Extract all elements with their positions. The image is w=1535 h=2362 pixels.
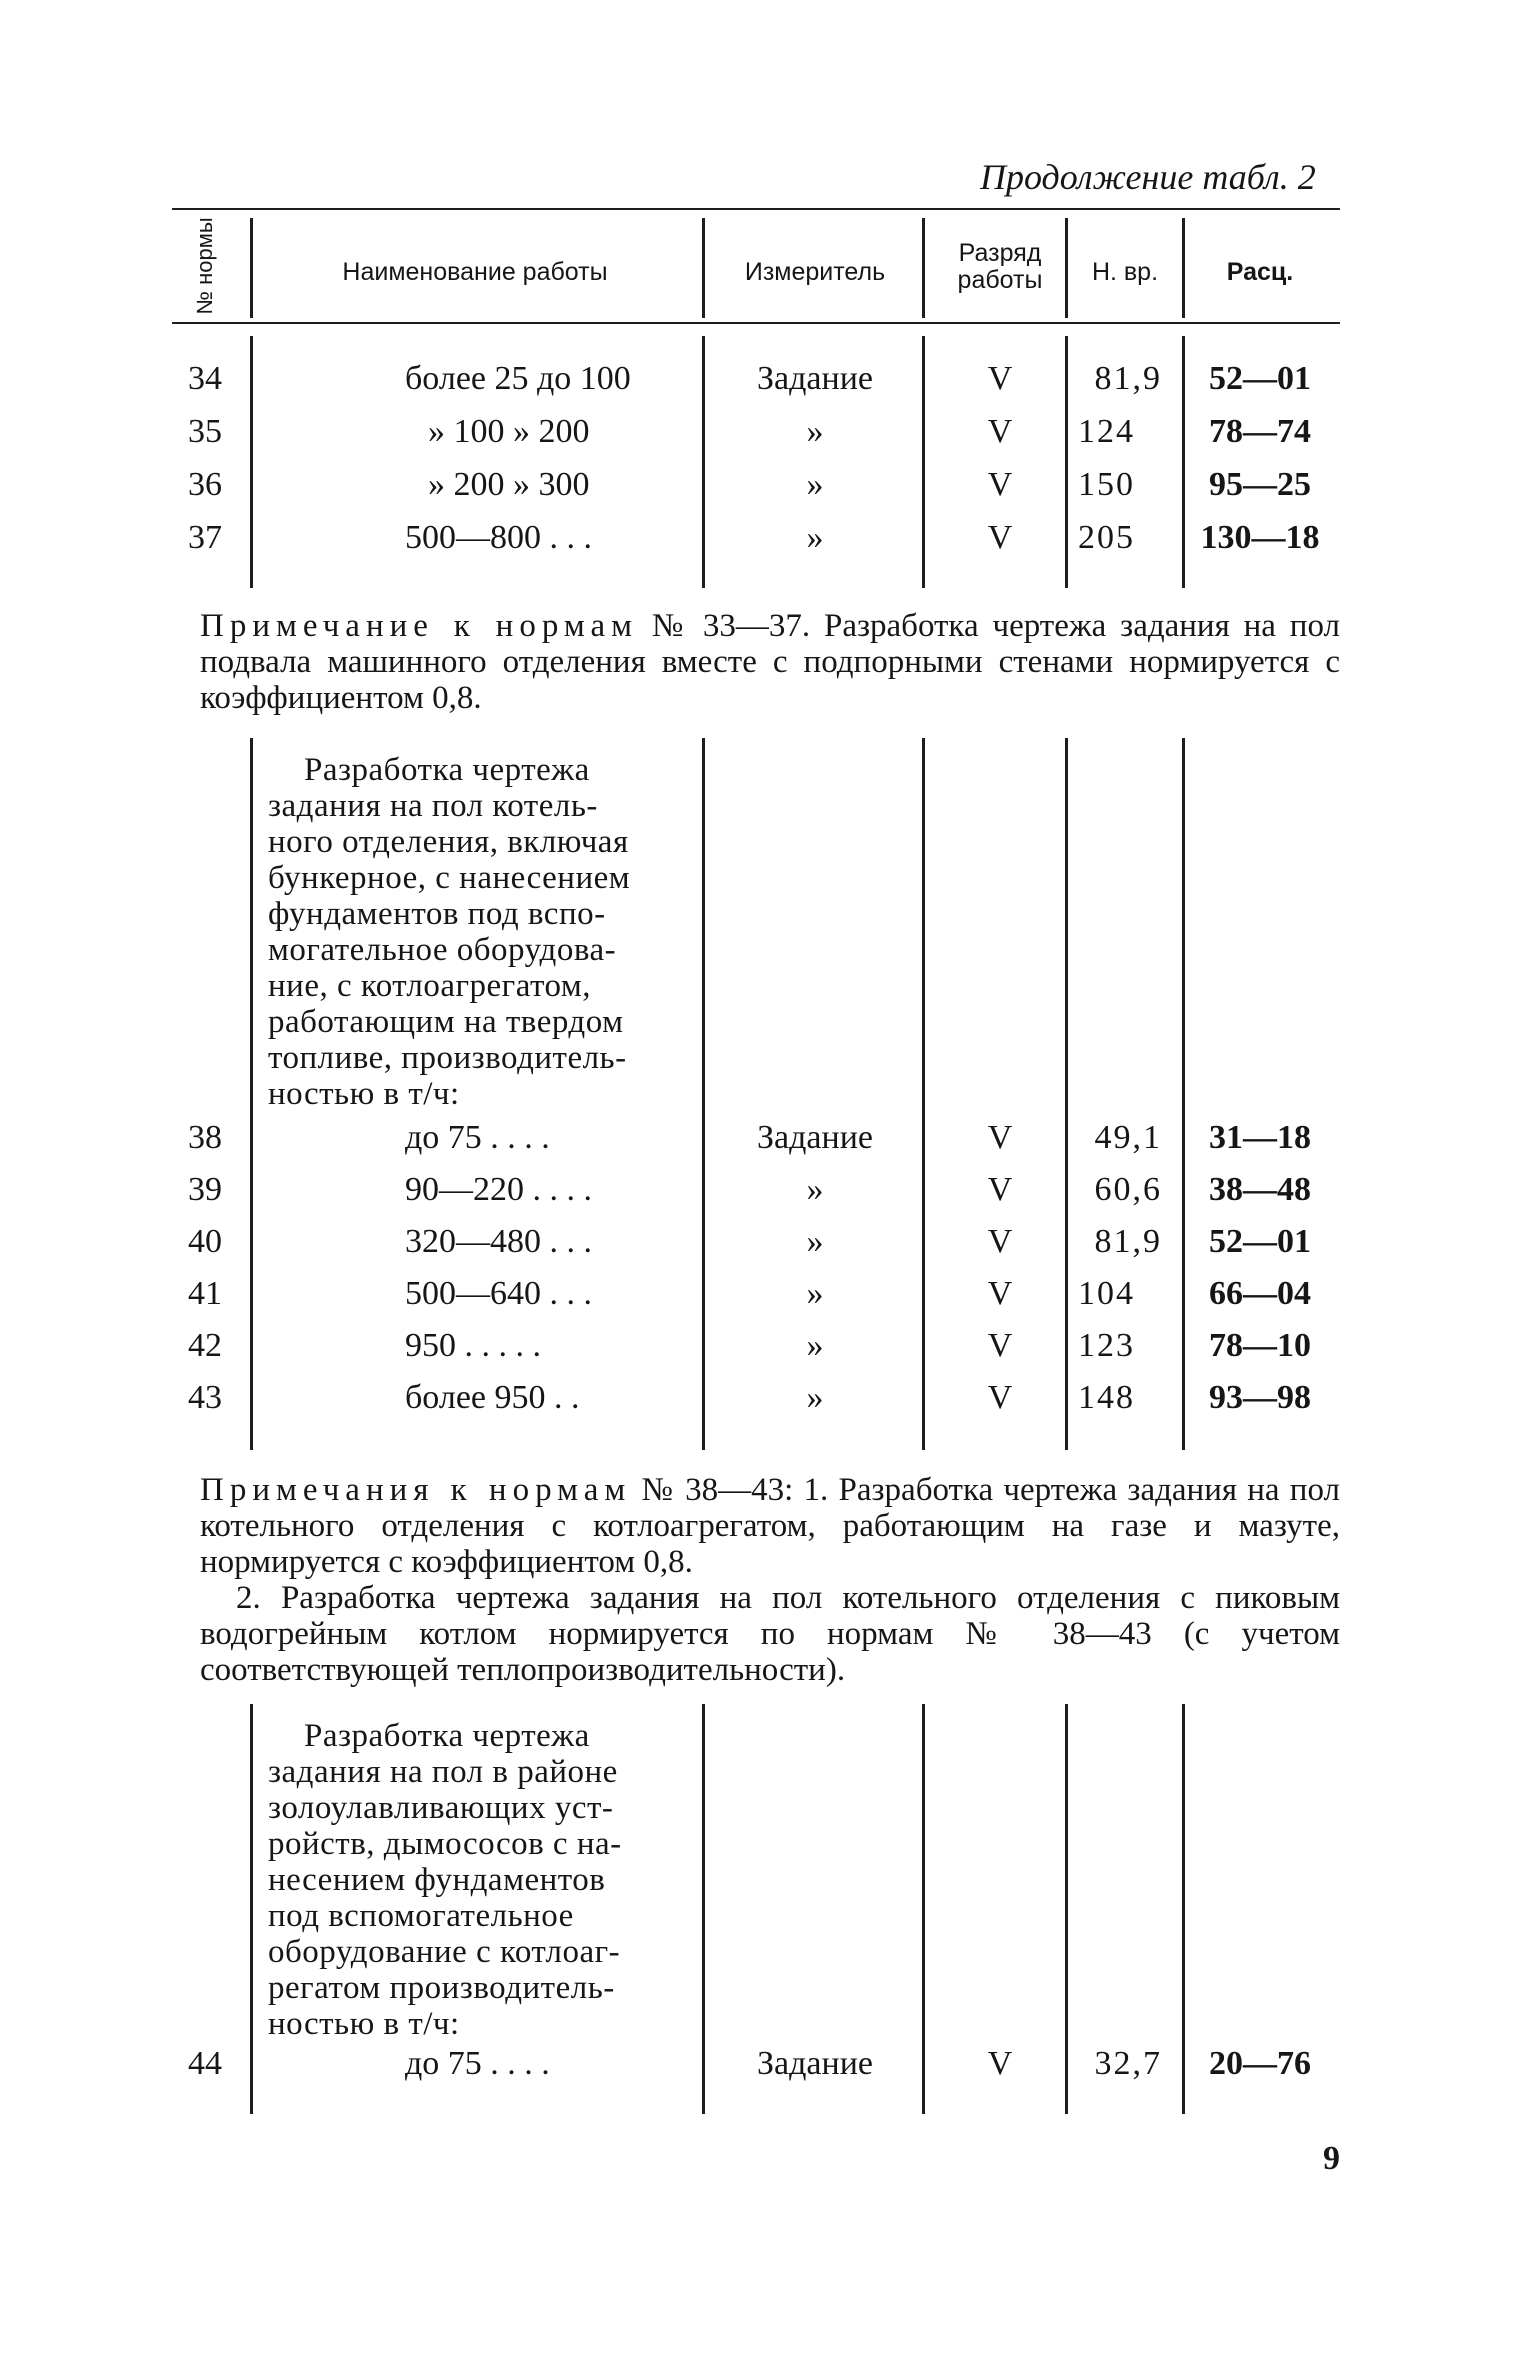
norm-number: 41 — [188, 1275, 222, 1312]
note-lead: Примечание к нормам — [200, 608, 639, 644]
description-line: задания на пол в районе — [268, 1754, 618, 1790]
description-line: могательное оборудова- — [268, 932, 617, 968]
measure: » — [806, 519, 824, 556]
time-norm: 60,6 — [1094, 1171, 1162, 1208]
description-line: регатом производитель- — [268, 1970, 615, 2006]
norm-number: 42 — [188, 1327, 222, 1364]
time-norm: 81,9 — [1094, 360, 1162, 397]
header-measure: Измеритель — [744, 258, 886, 286]
rate: 66—04 — [1209, 1275, 1311, 1312]
norm-number: 35 — [188, 413, 222, 450]
work-name: 500—800 . . . — [405, 519, 592, 556]
measure: » — [806, 413, 824, 450]
table-row — [0, 1324, 1535, 1368]
rank: V — [987, 1379, 1013, 1416]
measure: Задание — [757, 360, 873, 397]
header-rank-line2: работы — [957, 266, 1043, 294]
norm-number: 40 — [188, 1223, 222, 1260]
table-row — [0, 1168, 1535, 1212]
time-norm: 104 — [1078, 1275, 1135, 1312]
header-sep-3 — [922, 218, 925, 318]
rank: V — [987, 1171, 1013, 1208]
note-norms-33-37 — [200, 608, 1340, 716]
work-name: до 75 . . . . — [405, 1119, 550, 1156]
description-line: ние, с котлоагрегатом, — [268, 968, 592, 1004]
description-line: топливе, производитель- — [268, 1040, 627, 1076]
norm-number: 38 — [188, 1119, 222, 1156]
work-name: более 950 . . — [405, 1379, 580, 1416]
norm-number: 36 — [188, 466, 222, 503]
time-norm: 49,1 — [1094, 1119, 1162, 1156]
description-line: золоулавливающих уст- — [268, 1790, 614, 1826]
measure: » — [806, 1379, 824, 1416]
work-description-boiler-floor — [268, 752, 688, 1112]
rank: V — [987, 360, 1013, 397]
time-norm: 81,9 — [1094, 1223, 1162, 1260]
description-line: работающим на твердом — [268, 1004, 624, 1040]
norm-number: 39 — [188, 1171, 222, 1208]
description-line: несением фундаментов — [268, 1862, 606, 1898]
measure: » — [806, 1171, 824, 1208]
note-text: 2. Разработка чертежа задания на пол котельного отделения с пиковым водогрейным котлом нормируется по нормам № 38—43 (с учетом соответствующей теплопроизводительности). — [200, 1580, 1340, 1688]
table-row — [0, 357, 1535, 401]
rate: 52—01 — [1209, 360, 1311, 397]
header-sep-4 — [1065, 218, 1068, 318]
work-name: до 75 . . . . — [405, 2045, 550, 2082]
measure: » — [806, 1327, 824, 1364]
rank: V — [987, 413, 1013, 450]
description-line: Разработка чертежа — [304, 752, 590, 788]
rate: 78—10 — [1209, 1327, 1311, 1364]
work-name: более 25 до 100 — [405, 360, 631, 397]
header-rate: Расц. — [1226, 258, 1294, 286]
rate: 130—18 — [1200, 519, 1320, 556]
note-norms-38-43 — [200, 1472, 1340, 1688]
header-sep-2 — [702, 218, 705, 318]
rank: V — [987, 1327, 1013, 1364]
time-norm: 123 — [1078, 1327, 1135, 1364]
work-name: 950 . . . . . — [405, 1327, 541, 1364]
rate: 95—25 — [1209, 466, 1311, 503]
table-top-rule — [172, 208, 1340, 210]
description-line: ройств, дымососов с на- — [268, 1826, 622, 1862]
note-text: № 38—43: 1. Разработка чертежа задания на пол котельного отделения с котлоагрегатом, работающим на газе и мазуте, нормируется с коэффициентом 0,8. — [200, 1472, 1340, 1580]
header-num: № нормы — [192, 217, 217, 315]
work-name: » 100 » 200 — [428, 413, 590, 450]
measure: » — [806, 1275, 824, 1312]
continuation-title: Продолжение табл. 2 — [980, 157, 1316, 197]
rate: 52—01 — [1209, 1223, 1311, 1260]
table-row — [0, 1220, 1535, 1264]
header-rank — [935, 240, 1065, 294]
description-line: бункерное, с нанесением — [268, 860, 631, 896]
rate: 31—18 — [1209, 1119, 1311, 1156]
work-name: 500—640 . . . — [405, 1275, 592, 1312]
description-line: оборудование с котлоаг- — [268, 1934, 621, 1970]
rank: V — [987, 466, 1013, 503]
table-row — [0, 410, 1535, 454]
note-text: № 33—37. Разработка чертежа задания на пол подвала машинного отделения вместе с подпорными стенами нормируется с коэффициентом 0,8. — [200, 608, 1340, 716]
rank: V — [987, 519, 1013, 556]
time-norm: 148 — [1078, 1379, 1135, 1416]
norm-number: 43 — [188, 1379, 222, 1416]
description-line: Разработка чертежа — [304, 1718, 590, 1754]
measure: » — [806, 466, 824, 503]
rank: V — [987, 1223, 1013, 1260]
table-row — [0, 1116, 1535, 1160]
header-sep-5 — [1182, 218, 1185, 318]
description-line: задания на пол котель- — [268, 788, 598, 824]
time-norm: 32,7 — [1094, 2045, 1162, 2082]
description-line: под вспомогательное — [268, 1898, 574, 1934]
page-number: 9 — [1323, 2140, 1340, 2177]
table-row — [0, 2042, 1535, 2086]
work-name: » 200 » 300 — [428, 466, 590, 503]
table-row — [0, 516, 1535, 560]
description-line: ностью в т/ч: — [268, 2006, 460, 2042]
note-lead: Примечания к нормам — [200, 1472, 632, 1508]
rank: V — [987, 1119, 1013, 1156]
header-bottom-rule — [172, 322, 1340, 324]
rate: 78—74 — [1209, 413, 1311, 450]
table-row — [0, 1376, 1535, 1420]
measure: Задание — [757, 2045, 873, 2082]
rank: V — [987, 2045, 1013, 2082]
header-rank-line1: Разряд — [958, 239, 1042, 267]
description-line: фундаментов под вспо- — [268, 896, 606, 932]
norm-number: 37 — [188, 519, 222, 556]
header-time: Н. вр. — [1091, 258, 1159, 286]
work-description-ash-area-floor — [268, 1718, 688, 2042]
header-sep-1 — [250, 218, 253, 318]
description-line: ного отделения, включая — [268, 824, 629, 860]
norm-number: 44 — [188, 2045, 222, 2082]
table-row — [0, 463, 1535, 507]
table-row — [0, 1272, 1535, 1316]
header-name: Наименование работы — [342, 258, 608, 286]
rank: V — [987, 1275, 1013, 1312]
description-line: ностью в т/ч: — [268, 1076, 460, 1112]
work-name: 90—220 . . . . — [405, 1171, 592, 1208]
time-norm: 205 — [1078, 519, 1135, 556]
rate: 93—98 — [1209, 1379, 1311, 1416]
norm-number: 34 — [188, 360, 222, 397]
rate: 20—76 — [1209, 2045, 1311, 2082]
time-norm: 124 — [1078, 413, 1135, 450]
rate: 38—48 — [1209, 1171, 1311, 1208]
work-name: 320—480 . . . — [405, 1223, 592, 1260]
measure: Задание — [757, 1119, 873, 1156]
measure: » — [806, 1223, 824, 1260]
time-norm: 150 — [1078, 466, 1135, 503]
